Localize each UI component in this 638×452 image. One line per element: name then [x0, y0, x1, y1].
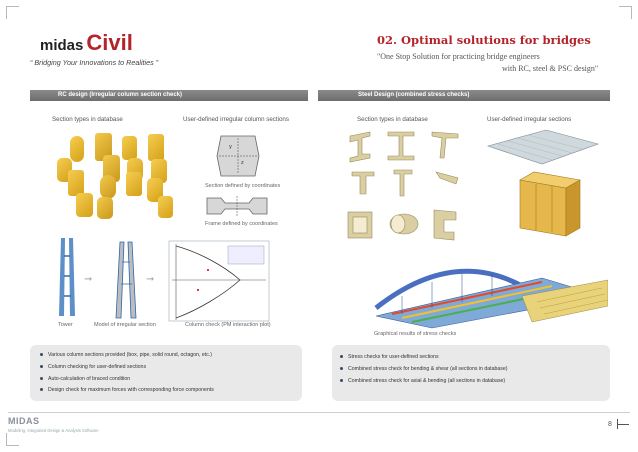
rc-bullet-4: Design check for maximum forces with corresponding force components	[40, 387, 214, 393]
left-col2-header: User-defined irregular column sections	[183, 116, 289, 123]
logo	[40, 30, 133, 56]
page-subtitle-line2: with RC, steel & PSC design"	[502, 64, 599, 73]
arrow-1-icon: ➞	[84, 274, 93, 285]
steel-sections-image	[344, 128, 470, 260]
caption-tower: Tower	[58, 322, 73, 328]
steel-design-bar	[318, 90, 610, 101]
frame-corner-tl	[6, 6, 19, 19]
steel-bullet-2: Combined stress check for bending & shear (all sections in database)	[340, 366, 507, 372]
frame-coordinates-diagram	[205, 196, 269, 216]
rc-design-bar	[30, 90, 308, 101]
rc-design-bar-title: RC design (Irregular column section check)	[58, 92, 183, 98]
logo-midas: midas	[40, 37, 84, 54]
caption-model: Model of irregular section	[94, 322, 156, 328]
page-title: 02. Optimal solutions for bridges	[377, 33, 591, 47]
footer-line	[8, 412, 630, 413]
irregular-steel-section-image	[484, 128, 602, 240]
irregular-section-model-image	[113, 240, 139, 320]
bridge-stress-results-image	[372, 256, 608, 330]
label-section-coordinates: Section defined by coordinates	[205, 183, 281, 189]
page-subtitle-line1: "One Stop Solution for practicing bridge engineers	[377, 52, 540, 61]
footer-brand-sub: Modeling, Integrated Design & Analysis Software	[8, 428, 99, 433]
svg-text:z: z	[241, 160, 244, 166]
caption-column-check: Column check (PM interaction plot)	[185, 322, 271, 328]
rc-bullet-3: Auto-calculation of braced condition	[40, 376, 130, 382]
page-number-tick	[617, 424, 629, 425]
right-col1-header: Section types in database	[357, 116, 428, 123]
footer-brand: MIDAS	[8, 416, 40, 426]
steel-bullet-1: Stress checks for user-defined sections	[340, 354, 439, 360]
frame-corner-tr	[619, 6, 632, 19]
tower-model-image	[56, 236, 78, 318]
left-col1-header: Section types in database	[52, 116, 123, 123]
steel-design-bar-title: Steel Design (combined stress checks)	[358, 92, 470, 98]
tagline: “ Bridging Your Innovations to Realities ”	[30, 58, 159, 67]
right-col2-header: User-defined irregular sections	[487, 116, 572, 123]
rc-bullet-2: Column checking for user-defined sections	[40, 364, 146, 370]
section-coordinates-diagram	[215, 134, 261, 178]
page-number: 8	[608, 421, 612, 428]
label-frame-coordinates: Frame defined by coordinates	[205, 221, 278, 227]
rc-bullet-1: Various column sections provided (box, pipe, solid round, octagon, etc.)	[40, 352, 212, 358]
caption-stress-results: Graphical results of stress checks	[374, 331, 457, 337]
steel-bullet-3: Combined stress check for axial & bending (all sections in database)	[340, 378, 505, 384]
pm-interaction-plot	[168, 240, 270, 322]
logo-civil: Civil	[86, 30, 133, 55]
frame-corner-bl	[6, 433, 19, 446]
svg-text:y: y	[229, 144, 232, 150]
arrow-2-icon: ➞	[146, 274, 155, 285]
